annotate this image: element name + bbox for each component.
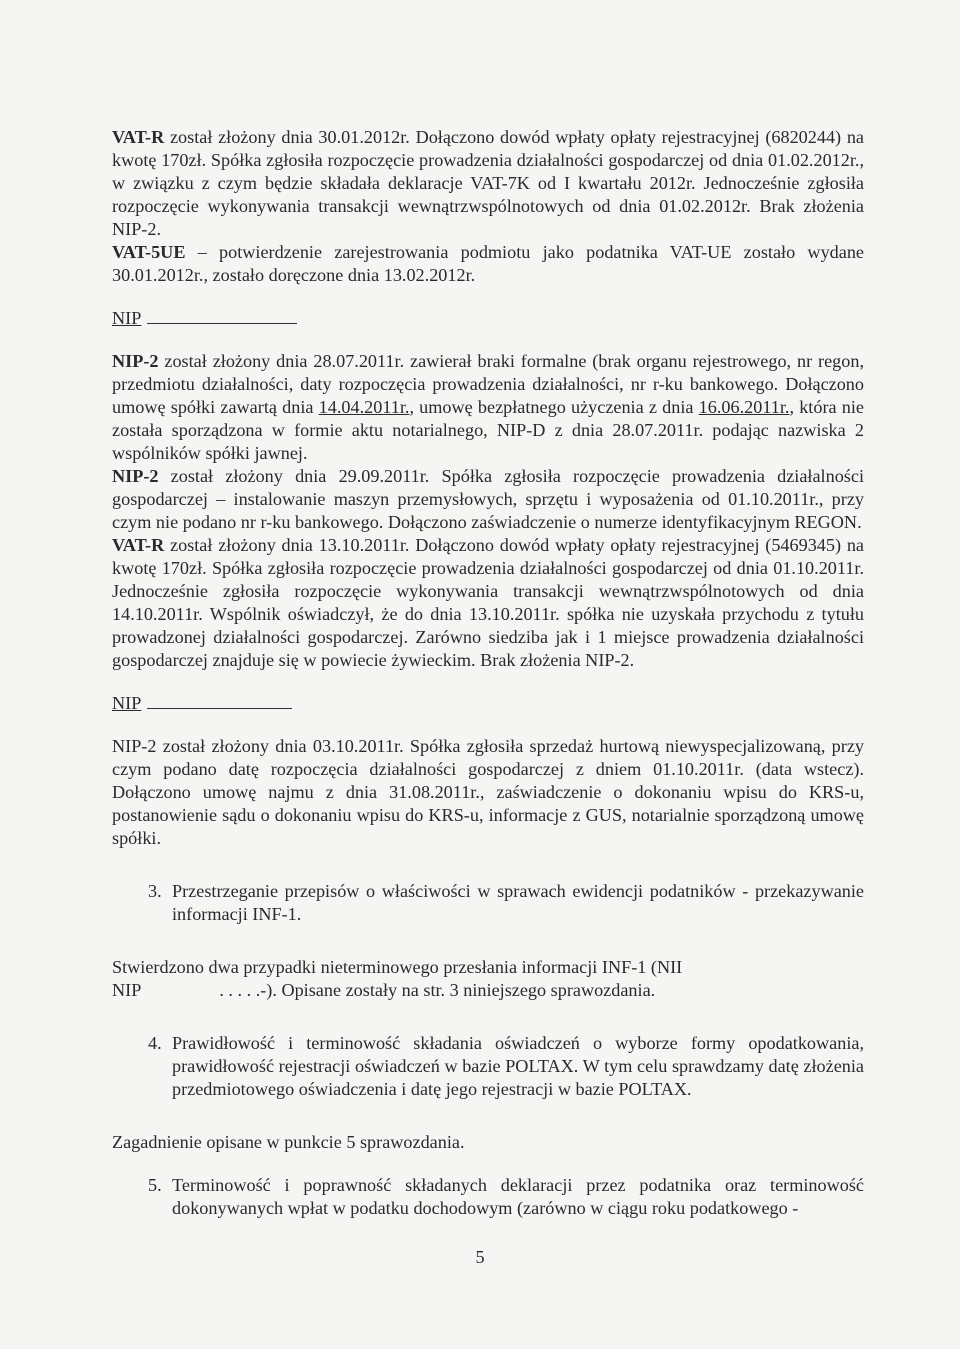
nip-heading-1	[112, 307, 864, 330]
nip2-text-c: , która nie została sporządzona w formie aktu notarialnego, NIP-D z dnia 28.07.2011r. podając nazwiska 2 wspólników spółki jawnej.	[112, 397, 864, 463]
paragraph-nip2-2	[112, 465, 864, 534]
inf1-line-2: . . . . .-). Opisane zostały na str. 3 niniejszego sprawozdania.	[219, 980, 656, 1000]
paragraph-nip2-3	[112, 735, 864, 850]
paragraph-vatr-1	[112, 126, 864, 241]
nip2-label: NIP-2	[112, 466, 159, 486]
underlined-date: 16.06.2011r.	[698, 397, 790, 417]
nip-heading-text: NIP	[112, 308, 142, 328]
list-item-3	[148, 880, 864, 926]
list-number: 4.	[148, 1033, 162, 1053]
paragraph-zagadnienie: Zagadnienie opisane w punkcie 5 sprawozdania.	[112, 1132, 465, 1152]
paragraph-nip2-1	[112, 350, 864, 465]
paragraph-inf1	[112, 956, 864, 1002]
vatr-text: został złożony dnia 30.01.2012r. Dołączono dowód wpłaty opłaty rejestracyjnej (6820244) na kwotę 170zł. Spółka zgłosiła rozpoczęcie prowadzenia działalności gospodarczej od dnia 01.02.2012r., w związku z czym będzie składała deklaracje VAT-7K od I kwartału 2012r. Jednocześnie zgłosiła rozpoczęcie wykonywania transakcji wewnątrzwspólnotowych od dnia 01.02.2012r. Brak złożenia NIP-2.	[112, 127, 864, 239]
inf1-line-1: Stwierdzono dwa przypadki nieterminowego przesłania informacji INF-1 (NII	[112, 957, 683, 977]
vatr-text: został złożony dnia 13.10.2011r. Dołączono dowód wpłaty opłaty rejestracyjnej (5469345) na kwotę 170zł. Spółka zgłosiła rozpoczęcie prowadzenia działalności gospodarczej od dnia 01.10.2011r. Jednocześnie zgłosiła rozpoczęcie wykonywania transakcji wewnątrzwspólnotowych od dnia 14.10.2011r. Wspólnik oświadczył, że do dnia 13.10.2011r. spółka nie uzyskała przychodu z tytułu prowadzonej działalności gospodarczej. Zarówno siedziba jak i 1 miejsce prowadzenia działalności gospodarczej znajduje się w powiecie żywieckim. Brak złożenia NIP-2.	[112, 535, 864, 670]
nip-heading-text: NIP	[112, 693, 142, 713]
vatr-label: VAT-R	[112, 535, 165, 555]
vat5ue-text: – potwierdzenie zarejestrowania podmiotu jako podatnika VAT-UE zostało wydane 30.01.2012r., zostało doręczone dnia 13.02.2012r.	[112, 242, 864, 285]
list-number: 5.	[148, 1175, 162, 1195]
page-number: 5	[475, 1247, 485, 1267]
paragraph-vat5ue	[112, 241, 864, 287]
inf1-nip-label: NIP	[112, 980, 142, 1000]
nip2-label: NIP-2	[112, 736, 157, 756]
vat5ue-label: VAT-5UE	[112, 242, 186, 262]
list-text: Prawidłowość i terminowość składania oświadczeń o wyborze formy opodatkowania, prawidłowość rejestracji oświadczeń w bazie POLTAX. W tym celu sprawdzamy datę złożenia przedmiotowego oświadczenia i datę jego rejestracji w bazie POLTAX.	[172, 1033, 864, 1099]
list-text: Przestrzeganie przepisów o właściwości w sprawach ewidencji podatników - przekazywanie informacji INF-1.	[172, 881, 864, 924]
nip2-label: NIP-2	[112, 351, 159, 371]
nip2-text: został złożony dnia 29.09.2011r. Spółka zgłosiła rozpoczęcie prowadzenia działalności gospodarczej – instalowanie maszyn przemysłowych, sprzętu i wyposażenia od 01.10.2011r., przy czym nie podano nr r-ku bankowego. Dołączono zaświadczenie o numerze identyfikacyjnym REGON.	[112, 466, 864, 532]
underlined-date: 14.04.2011r.	[318, 397, 410, 417]
redacted-line	[147, 323, 297, 324]
list-text: Terminowość i poprawność składanych deklaracji przez podatnika oraz terminowość dokonywanych wpłat w podatku dochodowym (zarówno w ciągu roku podatkowego -	[172, 1175, 864, 1218]
nip2-text-a: został złożony dnia 28.07.2011r. zawierał braki formalne (brak organu rejestrowego, nr regon, przedmiotu działalności, daty rozpoczęcia prowadzenia działalności, nr r-ku bankowego. Dołączono umowę spółki zawartą dnia	[112, 351, 864, 417]
vatr-label: VAT-R	[112, 127, 165, 147]
paragraph-vatr-2	[112, 534, 864, 672]
list-item-4	[148, 1032, 864, 1101]
nip2-text: został złożony dnia 03.10.2011r. Spółka zgłosiła sprzedaż hurtową niewyspecjalizowaną, przy czym podano datę rozpoczęcia działalności gospodarczej z dniem 01.10.2011r. (data wstecz). Dołączono umowę najmu z dnia 31.08.2011r., zaświadczenie o dokonaniu wpisu do KRS-u, postanowienie sądu o dokonaniu wpisu do KRS-u, informacje z GUS, notarialnie sporządzoną umowę spółki.	[112, 736, 864, 848]
list-item-5	[148, 1174, 864, 1220]
nip2-text-b: , umowę bezpłatnego użyczenia z dnia	[409, 397, 699, 417]
redacted-line	[147, 708, 292, 709]
nip-heading-2	[112, 692, 864, 715]
list-number: 3.	[148, 881, 162, 901]
